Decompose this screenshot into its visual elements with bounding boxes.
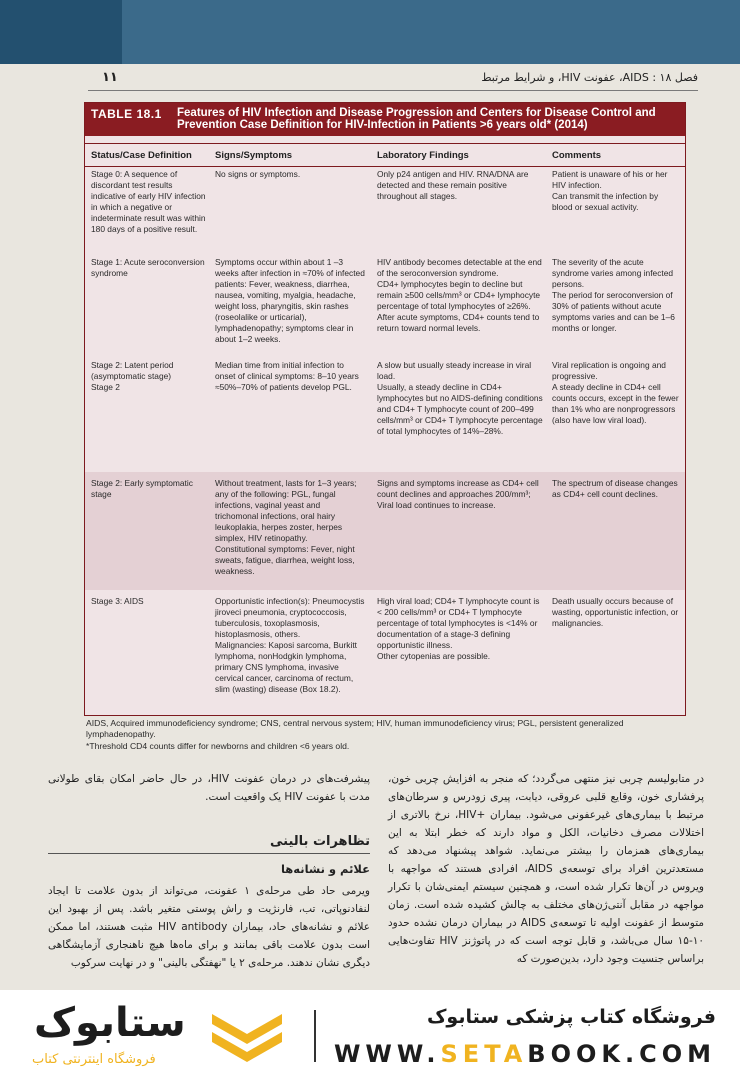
section-title: تظاهرات بالینی	[48, 834, 370, 854]
chapter-title: فصل ۱۸ : AIDS، عفونت HIV، و شرایط مرتبط	[481, 71, 698, 84]
cell-lab: A slow but usually steady increase in viral load. Usually, a steady decline in CD4+ lymphocytes but no AIDS-defining conditions and CD4+ T lymphocyte count of 200–499 cells/mm³ or CD4+ T lymphocyte percentage of total lymphocytes of 14%–28%.	[377, 360, 543, 436]
cell-status: Stage 2: Latent period (asymptomatic stage) Stage 2	[91, 360, 174, 392]
table-row	[85, 472, 685, 590]
logo-text: ستابوک	[34, 1000, 186, 1046]
table-column-headers	[85, 143, 685, 167]
cell-signs: No signs or symptoms.	[215, 169, 301, 179]
url-prefix: WWW.	[333, 1040, 441, 1068]
store-banner	[0, 990, 740, 1080]
column-header-lab: Laboratory Findings	[377, 150, 469, 161]
body-left-column-top: پیشرفت‌های در درمان عفونت HIV، در حال حاضر امکان بقای طولانی مدت با عفونت HIV یک واقعیت است.	[48, 773, 370, 803]
page-number: ۱۱	[102, 70, 118, 85]
table-row	[85, 257, 685, 360]
table-footnote-abbreviations: AIDS, Acquired immunodeficiency syndrome; CNS, central nervous system; HIV, human immunodeficiency virus; PGL, persistent generalized lymphadenopathy.	[86, 718, 624, 739]
cell-status: Stage 1: Acute seroconversion syndrome	[91, 257, 205, 278]
column-header-status: Status/Case Definition	[91, 150, 192, 161]
table-18-1	[84, 102, 686, 716]
body-right-column: در متابولیسم چربی نیز منتهی می‌گردد؛ که منجر به افزایش چربی خون، پرفشاری خون، وقایع قلبی عروقی، دیابت، پیری زودرس و سرطان‌های مرتبط با بیماری‌های غیرعفونی می‌شود. بیماران +HIV، نرخ بالاتری از اختلالات مصرف دخانیات، الکل و مواد دارند که خطر ابتلا به این بیماری‌های همزمان را بیشتر می‌نماید. شواهد پیشنهاد می‌دهد که مستعدترین افراد برای توسعه‌ی AIDS، افرادی هستند که مواجهه با ویروس در آن‌ها تکرار شده است، و همچنین سیستم ایمنی‌شان با تکرار مواجهه در مقابل آنتی‌ژن‌های مختلف به چالش کشیده شده است. زمان متوسط از عفونت اولیه تا توسعه‌ی AIDS در بیماران درمان نشده حدود ۱۰-۱۵ سال می‌باشد، و قابل توجه است که در پاتوژنز HIV تفاوت‌هایی براساس جنسیت وجود دارد، بدین‌صورت که	[388, 773, 705, 965]
body-left-column-text: ویرمی حاد طی مرحله‌ی ۱ عفونت، می‌تواند از بدون علامت تا ایجاد لنفادنوپاتی، تب، فارنژیت و راش پوستی متغیر باشد. پس از بهبود این علائم و نشانه‌های حاد، بیماران HIV antibody مثبت هستند، اما ممکن است بدون علامت باقی بمانند و برای ماه‌ها هیچ ناهنجاری آزمایشگاهی دیگری نشان ندهند. مرحله‌ی ۲ یا "نهفتگی بالینی" و در نهایت سرکوب	[48, 885, 370, 969]
column-header-comments: Comments	[552, 150, 602, 161]
cell-status: Stage 3: AIDS	[91, 596, 144, 606]
cell-lab: Signs and symptoms increase as CD4+ cell count declines and approaches 200/mm³; Viral load continues to increase.	[377, 478, 539, 510]
cell-status: Stage 0: A sequence of discordant test results indicative of early HIV infection in which a negative or indeterminate result was within 180 days of a positive result.	[91, 169, 206, 234]
cell-lab: Only p24 antigen and HIV. RNA/DNA are detected and these remain positive throughout all stages.	[377, 169, 529, 201]
cell-comments: The spectrum of disease changes as CD4+ cell count declines.	[552, 478, 678, 499]
cell-comments: Death usually occurs because of wasting, opportunistic infection, or malignancies.	[552, 596, 679, 628]
setabook-logo	[24, 1000, 184, 1072]
top-color-band-light	[122, 0, 740, 64]
shop-name: فروشگاه کتاب پزشکی ستابوک	[426, 1006, 716, 1028]
cell-comments: Viral replication is ongoing and progressive. A steady decline in CD4+ cell counts occurs, except in the fewer than 1% who are nonprogressors (also have low viral load).	[552, 360, 679, 425]
shop-url[interactable]	[334, 1040, 716, 1068]
page-header	[88, 68, 698, 91]
table-label: TABLE 18.1	[91, 107, 162, 121]
cell-signs: Symptoms occur within about 1 –3 weeks after infection in ≈70% of infected patients: Fever, weakness, diarrhea, nausea, vomiting, myalgia, headache, weight loss, pharyngitis, skin rashes (roseolalike or urticarial), lymphadenopathy; symptoms clear in about 1–2 weeks.	[215, 257, 365, 344]
top-color-band	[0, 0, 740, 64]
table-row	[85, 360, 685, 472]
banner-divider	[314, 1010, 316, 1062]
cell-comments: The severity of the acute syndrome varies among infected persons. The period for seroconversion of 30% of patients without acute symptoms varies and can be 1–6 months or longer.	[552, 257, 675, 333]
cell-comments: Patient is unaware of his or her HIV infection. Can transmit the infection by blood or sexual activity.	[552, 169, 668, 212]
table-row	[85, 169, 685, 257]
url-suffix: BOOK.COM	[527, 1040, 716, 1068]
cell-lab: HIV antibody becomes detectable at the end of the seroconversion syndrome. CD4+ lymphocytes begin to decline but remain ≥500 cells/mm³ or CD4+ lymphocyte percentage of total lymphocytes of ≥26%. After acute symptoms, CD4+ counts tend to return toward normal levels.	[377, 257, 542, 333]
cell-lab: High viral load; CD4+ T lymphocyte count is < 200 cells/mm³ or CD4+ T lymphocyte percentage of total lymphocytes is <14% or documentation of a stage-3 defining opportunistic illness. Other cytopenias are possible.	[377, 596, 540, 661]
cell-signs: Without treatment, lasts for 1–3 years; any of the following: PGL, fungal infections, vaginal yeast and trichomonal infections, oral hairy leukoplakia, herpes zoster, herpes simplex, HIV retinopathy. Constitutional symptoms: Fever, night sweats, fatigue, diarrhea, weight loss, weakness.	[215, 478, 357, 576]
subsection-title: علائم و نشانه‌ها	[280, 862, 370, 876]
logo-subtitle: فروشگاه اینترنتی کتاب	[32, 1052, 156, 1067]
cell-signs: Opportunistic infection(s): Pneumocystis jiroveci pneumonia, cryptococcosis, tuberculosis, toxoplasmosis, histoplasmosis, others. Malignancies: Kaposi sarcoma, Burkitt lymphoma, nonHodgkin lymphoma, primary CNS lymphoma, invasive cervical cancer, carcinoma of rectum, slim (wasting) disease (Box 18.2).	[215, 596, 365, 694]
url-highlight: SETA	[440, 1040, 528, 1068]
table-heading	[85, 103, 685, 136]
table-title: Features of HIV Infection and Disease Progression and Centers for Disease Control and Prevention Case Definition for HIV-Infection in Patients >6 years old* (2014)	[177, 107, 656, 131]
table-row	[85, 590, 685, 714]
chevron-stack-icon	[212, 1010, 282, 1066]
cell-signs: Median time from initial infection to onset of clinical symptoms: 8–10 years ≈50%–70% of patients develop PGL.	[215, 360, 359, 392]
table-footnote-threshold: *Threshold CD4 counts differ for newborns and children <6 years old.	[86, 741, 350, 751]
column-header-signs: Signs/Symptoms	[215, 150, 293, 161]
cell-status: Stage 2: Early symptomatic stage	[91, 478, 193, 499]
